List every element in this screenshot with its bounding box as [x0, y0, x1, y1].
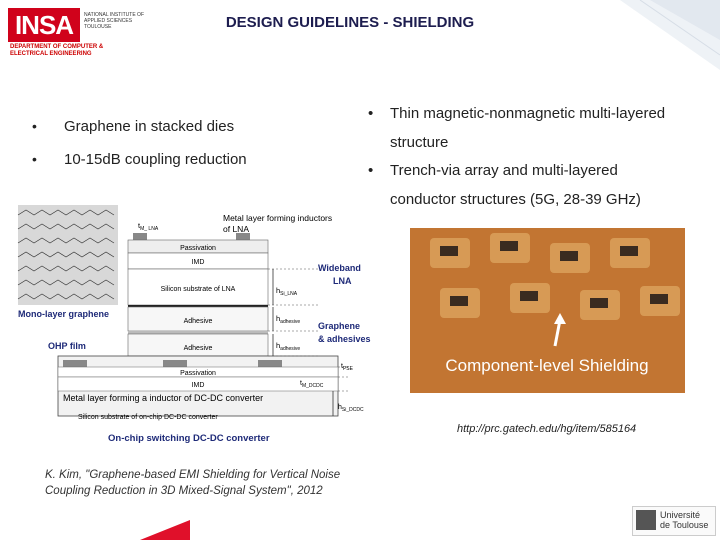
- dcdc-metal-thickness: $t_{M\_DCDC}$: [300, 380, 324, 389]
- left-bullet-1: [32, 118, 37, 135]
- graphene-adhesives-label-2: & adhesives: [318, 334, 371, 344]
- lna-metal-thickness: $t_{M\_ LNA}$: [138, 221, 159, 232]
- lna-inductor-1: [133, 233, 147, 240]
- mono-graphene-label: Mono-layer graphene: [18, 309, 110, 319]
- component-shielding-photo: [410, 228, 685, 393]
- universite-toulouse-text: [660, 510, 708, 530]
- logo-line-2: de Toulouse: [660, 520, 709, 530]
- department-name: DEPARTMENT OF COMPUTER & ELECTRICAL ENGINEERING: [10, 44, 104, 57]
- ohp-film-layer: [128, 331, 268, 334]
- dcdc-silicon-label: Silicon substrate of on-chip DC-DC converter: [78, 414, 218, 421]
- ohp-film-label: OHP film: [48, 341, 86, 351]
- graphene-adhesives-label-1: Graphene: [318, 321, 361, 331]
- universite-toulouse-logo: [632, 506, 716, 536]
- lna-silicon-label: Silicon substrate of LNA: [160, 286, 236, 293]
- right-bullet-1-marker: •: [368, 105, 374, 122]
- dcdc-imd-label: IMD: [191, 382, 205, 389]
- lna-passivation-label: Passivation: [180, 245, 216, 252]
- citation-text: K. Kim, "Graphene-based EMI Shielding for Vertical Noise Coupling Reduction in 3D Mixed-Signal System", 2012: [45, 469, 341, 497]
- lna-metal-label-1: Metal layer forming inductors: [223, 213, 333, 223]
- adhesive-label-1: Adhesive: [183, 318, 213, 325]
- lna-inductor-2: [236, 233, 250, 240]
- left-bullet-2-text: 10-15dB coupling reduction: [64, 151, 247, 168]
- pse-thickness: $t_{PSE}$: [341, 363, 353, 372]
- lna-metal-label-2: of LNA: [223, 224, 249, 234]
- page-title: DESIGN GUIDELINES - SHIELDING: [225, 14, 475, 31]
- right-bullet-2-marker: •: [368, 162, 374, 179]
- graphene-lattice-image: [18, 205, 118, 305]
- source-url[interactable]: http://prc.gatech.edu/hg/item/585164: [457, 423, 637, 435]
- dcdc-inductor-1: [63, 360, 87, 367]
- insa-logo-subtext: NATIONAL INSTITUTE OF APPLIED SCIENCES TOULOUSE: [84, 12, 145, 30]
- universite-toulouse-icon: [636, 510, 656, 530]
- dcdc-inductor-3: [258, 360, 282, 367]
- lna-imd-label: IMD: [191, 259, 205, 266]
- photo-caption: Component-level Shielding: [445, 356, 649, 375]
- adhesive-label-2: Adhesive: [183, 345, 213, 352]
- dcdc-metal-label: Metal layer forming a inductor of DC-DC converter: [63, 393, 264, 403]
- figure-caption: On-chip switching DC-DC converter: [108, 433, 270, 444]
- right-bullet-2-line1: Trench-via array and multi-layered: [390, 162, 618, 179]
- lna-silicon-height: $h_{Si\_LNA}$: [276, 286, 298, 297]
- adhesive-height-1: $h_{adhesive}$: [276, 314, 301, 325]
- decorative-red-triangle: [140, 520, 190, 540]
- insa-logo: INSA: [8, 8, 80, 42]
- right-bullet-2-line2: conductor structures (5G, 28-39 GHz): [390, 191, 641, 208]
- graphene-shielding-cross-section: [18, 205, 371, 450]
- dcdc-passivation-label: Passivation: [180, 370, 216, 377]
- wideband-lna-label-1: Wideband: [318, 263, 361, 273]
- bullet-marker: •: [32, 151, 37, 167]
- dcdc-inductor-2: [163, 360, 187, 367]
- dcdc-silicon-height: $h_{Si\_DCDC}$: [338, 404, 364, 413]
- pcb-photo-illustration: [410, 228, 685, 393]
- decorative-corner-graphic: [590, 0, 720, 70]
- left-bullet-2: [32, 151, 37, 168]
- wideband-lna-label-2: LNA: [333, 276, 352, 286]
- left-bullet-1-text: Graphene in stacked dies: [64, 118, 235, 135]
- adhesive-height-2: $h_{adhesive}$: [276, 341, 301, 352]
- logo-line-1: Université: [660, 510, 701, 520]
- right-bullet-1-line1: Thin magnetic-nonmagnetic multi-layered: [390, 105, 666, 122]
- right-bullet-1-line2: structure: [390, 134, 449, 151]
- bullet-marker: •: [32, 118, 37, 134]
